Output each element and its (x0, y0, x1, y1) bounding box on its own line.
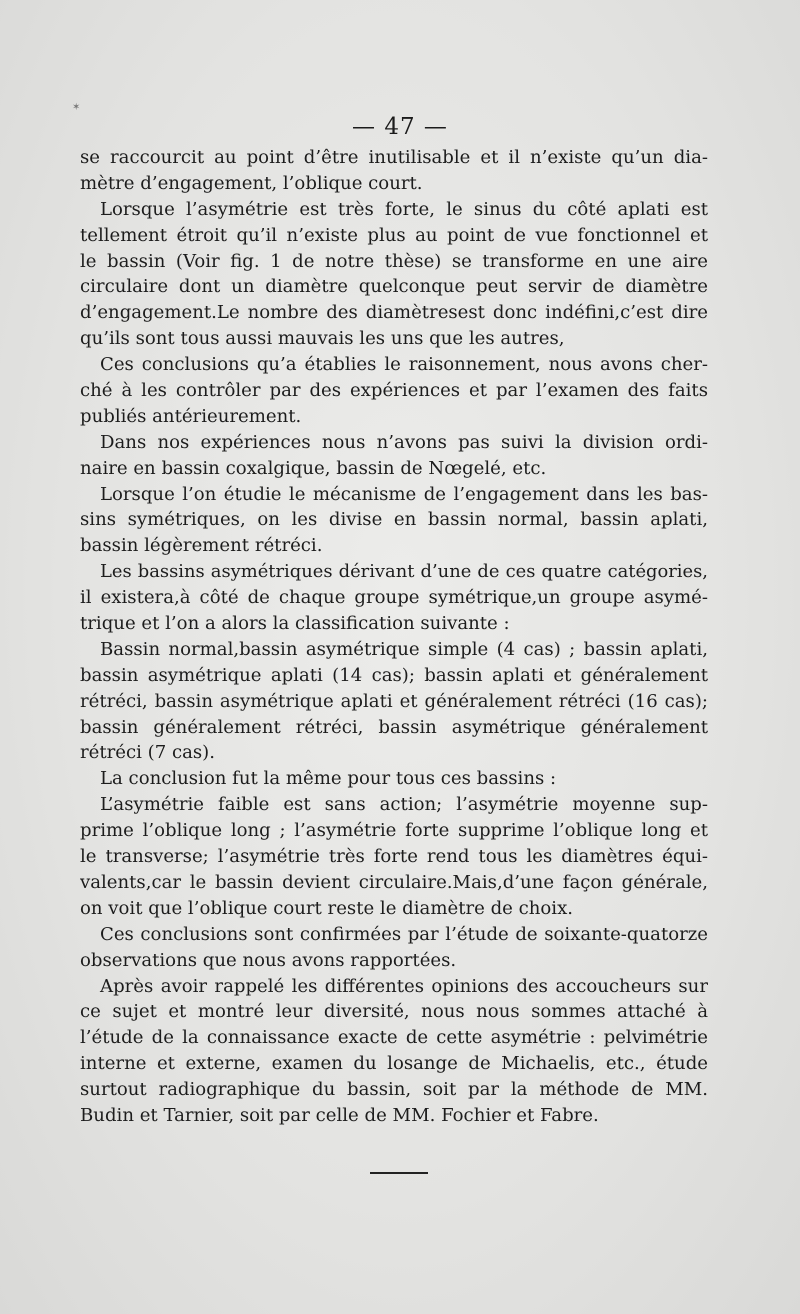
body-text (80, 145, 708, 1129)
text-line: observations que nous avons rapportées. (80, 949, 457, 971)
text-line: publiés antérieurement. (80, 405, 302, 427)
text-line: qu’ils sont tous aussi mauvais les uns que les autres, (80, 328, 565, 350)
text-line: l’étude de la connaissance exacte de cette asymétrie : pelvimétrie (80, 1027, 708, 1049)
text-line: tellement étroit qu’il n’existe plus au point de vue fonctionnel et (80, 224, 708, 246)
text-line: on voit que l’oblique court reste le diamètre de choix. (80, 897, 574, 919)
text-line: le transverse; l’asymétrie très forte rend tous les diamètres équi- (80, 846, 708, 868)
text-line: La conclusion fut la même pour tous ces bassins : (100, 768, 557, 790)
text-line: Budin et Tarnier, soit par celle de MM. Fochier et Fabre. (80, 1104, 599, 1126)
text-line: interne et externe, examen du losange de Michaelis, etc., étude (80, 1053, 708, 1075)
text-line: Bassin normal,bassin asymétrique simple (4 cas) ; bassin aplati, (100, 638, 708, 660)
text-line: Ces conclusions sont confirmées par l’étude de soixante-quatorze (100, 923, 708, 945)
text-line: rétréci (7 cas). (80, 742, 215, 764)
text-line: circulaire dont un diamètre quelconque peut servir de diamètre (80, 276, 708, 298)
text-line: sins symétriques, on les divise en bassin normal, bassin aplati, (80, 509, 708, 531)
text-line: naire en bassin coxalgique, bassin de Nœgelé, etc. (80, 457, 547, 479)
text-line: valents,car le bassin devient circulaire.Mais,d’une façon générale, (80, 871, 708, 893)
text-line: L’asymétrie faible est sans action; l’asymétrie moyenne sup- (100, 794, 708, 816)
text-line: Dans nos expériences nous n’avons pas suivi la division ordi- (100, 431, 708, 453)
page-number: — 47 — (352, 114, 448, 140)
text-line: surtout radiographique du bassin, soit par la méthode de MM. (80, 1079, 708, 1101)
text-line: rétréci, bassin asymétrique aplati et généralement rétréci (16 cas); (80, 690, 708, 712)
text-line: ce sujet et montré leur diversité, nous nous sommes attaché à (80, 1001, 708, 1023)
text-line: Lorsque l’on étudie le mécanisme de l’engagement dans les bas- (100, 483, 708, 505)
text-line: Les bassins asymétriques dérivant d’une de ces quatre catégories, (100, 561, 708, 583)
text-line: bassin légèrement rétréci. (80, 535, 323, 557)
text-line: mètre d’engagement, l’oblique court. (80, 172, 423, 194)
text-line: Après avoir rappelé les différentes opinions des accoucheurs sur (100, 975, 708, 997)
text-line: d’engagement.Le nombre des diamètresest donc indéfini,c’est dire (80, 302, 708, 324)
text-line: se raccourcit au point d’être inutilisable et il n’existe qu’un dia- (80, 147, 708, 168)
text-line: bassin généralement rétréci, bassin asymétrique généralement (80, 716, 708, 738)
text-line: le bassin (Voir fig. 1 de notre thèse) se transforme en une aire (80, 250, 708, 272)
text-line: prime l’oblique long ; l’asymétrie forte supprime l’oblique long et (80, 820, 708, 842)
text-line: ché à les contrôler par des expériences et par l’examen des faits (80, 380, 708, 402)
text-line: bassin asymétrique aplati (14 cas); bassin aplati et généralement (80, 664, 708, 686)
end-rule (370, 1172, 428, 1174)
print-speck: ✶ (72, 102, 81, 113)
text-line: Lorsque l’asymétrie est très forte, le sinus du côté aplati est (100, 198, 708, 220)
text-line: il existera,à côté de chaque groupe symétrique,un groupe asymé- (80, 587, 708, 609)
text-line: trique et l’on a alors la classification suivante : (80, 613, 510, 635)
text-line: Ces conclusions qu’a établies le raisonnement, nous avons cher- (100, 354, 708, 376)
